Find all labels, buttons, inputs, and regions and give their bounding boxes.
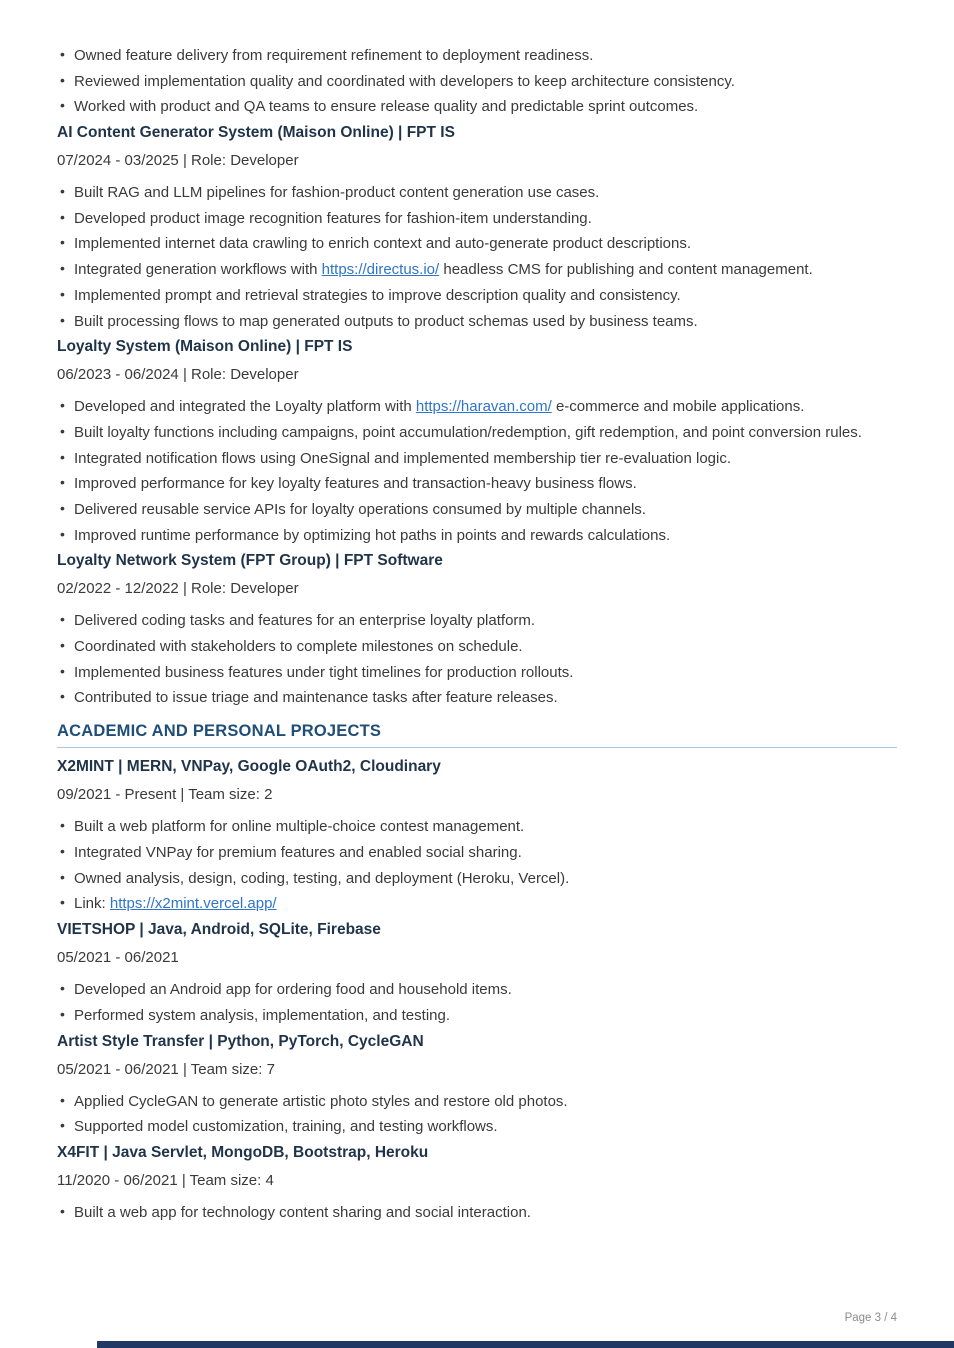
bullet-list (57, 46, 897, 116)
bullet-list (57, 817, 897, 913)
bullet-item (57, 663, 897, 682)
bullet-item (57, 611, 897, 630)
bullet-item (57, 817, 897, 836)
bullet-item (57, 526, 897, 545)
bullet-text: Integrated VNPay for premium features and enabled social sharing. (74, 844, 522, 862)
bullet-text: Contributed to issue triage and maintenance tasks after feature releases. (74, 689, 558, 707)
bullet-item (57, 209, 897, 228)
entry-meta: 07/2024 - 03/2025 | Role: Developer (57, 152, 299, 170)
bullet-item (57, 474, 897, 493)
entry-meta: 11/2020 - 06/2021 | Team size: 4 (57, 1171, 274, 1189)
bullet-item (57, 234, 897, 253)
entry-meta: 09/2021 - Present | Team size: 2 (57, 786, 273, 804)
bullet-list (57, 1203, 897, 1222)
bullet-text: Built loyalty functions including campaigns, point accumulation/redemption, gift redemption, and point conversion rules. (74, 423, 862, 441)
page-number: Page 3 / 4 (844, 1312, 897, 1324)
bullet-text: Integrated generation workflows with (74, 261, 322, 279)
bullet-list (57, 611, 897, 707)
bullet-item (57, 46, 897, 65)
entry-meta: 06/2023 - 06/2024 | Role: Developer (57, 366, 299, 384)
bullet-text: e-commerce and mobile applications. (551, 398, 805, 416)
inline-link[interactable]: https://directus.io/ (321, 261, 440, 279)
entry-meta: 05/2021 - 06/2021 | Team size: 7 (57, 1060, 275, 1078)
bullet-text: Built RAG and LLM pipelines for fashion-product content generation use cases. (74, 184, 600, 202)
bullet-item (57, 894, 897, 913)
bullet-list (57, 980, 897, 1025)
bullet-text: Implemented business features under tight timelines for production rollouts. (74, 663, 574, 681)
bullet-text: Implemented prompt and retrieval strategies to improve description quality and consistency. (74, 286, 681, 304)
bullet-item (57, 1203, 897, 1222)
bullet-list (57, 183, 897, 330)
entry-title: Loyalty Network System (FPT Group) | FPT Software (57, 552, 443, 570)
bullet-item (57, 980, 897, 999)
bullet-text: Reviewed implementation quality and coordinated with developers to keep architecture consistency. (74, 72, 735, 90)
bullet-text: headless CMS for publishing and content management. (439, 261, 813, 279)
bullet-text: Developed product image recognition features for fashion-item understanding. (74, 209, 592, 227)
bullet-list (57, 397, 897, 544)
bullet-text: Improved performance for key loyalty features and transaction-heavy business flows. (74, 475, 637, 493)
bullet-item (57, 637, 897, 656)
entry-title: AI Content Generator System (Maison Online) | FPT IS (57, 124, 455, 142)
bullet-text: Performed system analysis, implementation, and testing. (74, 1006, 451, 1024)
bullet-item (57, 423, 897, 442)
entry-title: X4FIT | Java Servlet, MongoDB, Bootstrap, Heroku (57, 1143, 429, 1161)
bullet-text: Coordinated with stakeholders to complete milestones on schedule. (74, 638, 523, 655)
bullet-item (57, 843, 897, 862)
bullet-text: Implemented internet data crawling to enrich context and auto-generate product descriptions. (74, 235, 692, 253)
entry-title: Loyalty System (Maison Online) | FPT IS (57, 338, 353, 356)
entry-meta: 05/2021 - 06/2021 (57, 949, 179, 967)
bullet-item (57, 260, 897, 279)
bullet-item (57, 449, 897, 468)
bullet-item (57, 869, 897, 888)
bullet-text: Worked with product and QA teams to ensure release quality and predictable sprint outcomes. (74, 98, 699, 116)
bullet-text: Delivered coding tasks and features for an enterprise loyalty platform. (74, 612, 536, 630)
bullet-item (57, 688, 897, 707)
inline-link[interactable]: https://haravan.com/ (415, 398, 552, 416)
bullet-text: Owned feature delivery from requirement refinement to deployment readiness. (74, 47, 594, 64)
bullet-item (57, 500, 897, 519)
resume-content (57, 46, 897, 1229)
inline-link[interactable]: https://x2mint.vercel.app/ (109, 895, 277, 913)
bullet-text: Built a web platform for online multiple-choice contest management. (74, 818, 525, 836)
bullet-text: Developed and integrated the Loyalty platform with (74, 398, 416, 416)
page-bottom-bar (97, 1341, 954, 1348)
bullet-item (57, 1117, 897, 1136)
bullet-item (57, 183, 897, 202)
entry-title: VIETSHOP | Java, Android, SQLite, Firebase (57, 921, 381, 939)
bullet-item (57, 312, 897, 331)
bullet-item (57, 1092, 897, 1111)
bullet-text: Applied CycleGAN to generate artistic photo styles and restore old photos. (74, 1092, 568, 1110)
bullet-item (57, 1006, 897, 1025)
bullet-item (57, 286, 897, 305)
bullet-text: Delivered reusable service APIs for loyalty operations consumed by multiple channels. (74, 500, 646, 518)
bullet-text: Built a web app for technology content sharing and social interaction. (74, 1203, 531, 1221)
bullet-text: Supported model customization, training, and testing workflows. (74, 1118, 498, 1136)
entry-title: X2MINT | MERN, VNPay, Google OAuth2, Cloudinary (57, 758, 441, 776)
bullet-text: Built processing flows to map generated outputs to product schemas used by business teams. (74, 312, 698, 330)
section-heading: ACADEMIC AND PERSONAL PROJECTS (57, 722, 897, 748)
bullet-text: Developed an Android app for ordering food and household items. (74, 981, 512, 999)
entry-title: Artist Style Transfer | Python, PyTorch, CycleGAN (57, 1032, 424, 1050)
bullet-item (57, 72, 897, 91)
bullet-item (57, 397, 897, 416)
bullet-text: Owned analysis, design, coding, testing, and deployment (Heroku, Vercel). (74, 869, 570, 887)
bullet-text: Improved runtime performance by optimizing hot paths in points and rewards calculations. (74, 526, 671, 544)
bullet-list (57, 1092, 897, 1137)
bullet-text: Link: (74, 895, 110, 913)
bullet-item (57, 97, 897, 116)
entry-meta: 02/2022 - 12/2022 | Role: Developer (57, 580, 299, 598)
bullet-text: Integrated notification flows using OneSignal and implemented membership tier re-evaluation logic. (74, 449, 732, 467)
